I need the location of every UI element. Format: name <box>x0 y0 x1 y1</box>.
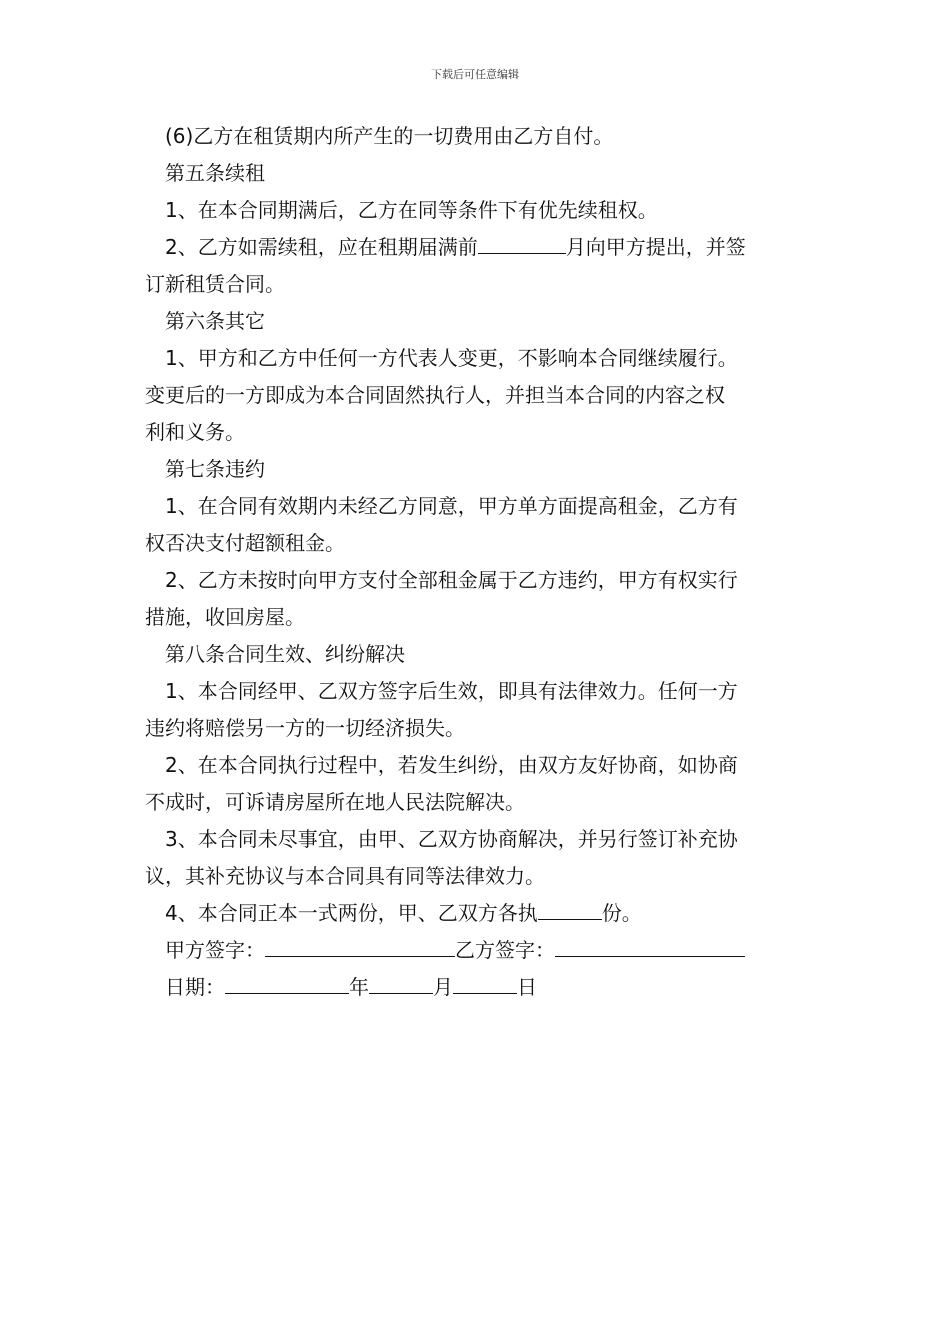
month-label: 月 <box>433 975 453 999</box>
clause-line: 议，其补充协议与本合同具有同等法律效力。 <box>145 864 545 888</box>
clause-line: 3、本合同未尽事宜，由甲、乙双方协商解决，并另行签订补充协 <box>165 827 738 851</box>
signature-line <box>145 932 815 969</box>
clause-line: 不成时，可诉请房屋所在地人民法院解决。 <box>145 790 525 814</box>
clause-line: 利和义务。 <box>145 420 245 444</box>
clause-line: 1、本合同经甲、乙双方签字后生效，即具有法律效力。任何一方 <box>165 679 738 703</box>
party-a-signature-field[interactable] <box>265 932 455 957</box>
clause-line: 1、甲方和乙方中任何一方代表人变更，不影响本合同继续履行。 <box>165 346 738 370</box>
clause-line: 1、在本合同期满后，乙方在同等条件下有优先续租权。 <box>165 198 658 222</box>
page-header: 下载后可任意编辑 <box>431 68 519 81</box>
year-label: 年 <box>349 975 369 999</box>
months-blank-field[interactable] <box>478 229 566 254</box>
clause-line <box>145 229 815 266</box>
date-month-field[interactable] <box>369 969 433 994</box>
party-a-signature-label: 甲方签字： <box>165 938 265 962</box>
clause-line: 1、在合同有效期内未经乙方同意，甲方单方面提高租金，乙方有 <box>165 494 738 518</box>
clause-text: 月向甲方提出，并签 <box>565 235 746 259</box>
party-b-signature-field[interactable] <box>555 932 745 957</box>
clause-text: 份。 <box>601 901 642 925</box>
clause-line: (6)乙方在租赁期内所产生的一切费用由乙方自付。 <box>165 124 614 148</box>
clause-line: 变更后的一方即成为本合同固然执行人，并担当本合同的内容之权 <box>145 383 725 407</box>
party-b-signature-label: 乙方签字： <box>455 938 555 962</box>
date-line <box>145 969 815 1006</box>
contract-body <box>145 118 815 1006</box>
clause-line: 2、在本合同执行过程中，若发生纠纷，由双方友好协商，如协商 <box>165 753 738 777</box>
date-day-field[interactable] <box>453 969 517 994</box>
date-label: 日期： <box>165 975 225 999</box>
clause-line: 2、乙方未按时向甲方支付全部租金属于乙方违约，甲方有权实行 <box>165 568 738 592</box>
clause-line: 权否决支付超额租金。 <box>145 531 345 555</box>
article-heading: 第八条合同生效、纠纷解决 <box>165 642 405 666</box>
clause-line: 违约将赔偿另一方的一切经济损失。 <box>145 716 465 740</box>
copies-blank-field[interactable] <box>538 895 602 920</box>
clause-line <box>145 895 815 932</box>
day-label: 日 <box>517 975 537 999</box>
article-heading: 第五条续租 <box>165 161 265 185</box>
clause-text: 2、乙方如需续租，应在租期届满前 <box>165 235 478 259</box>
clause-text: 4、本合同正本一式两份，甲、乙双方各执 <box>165 901 538 925</box>
article-heading: 第六条其它 <box>165 309 265 333</box>
date-year-field[interactable] <box>225 969 349 994</box>
clause-line: 措施，收回房屋。 <box>145 605 305 629</box>
article-heading: 第七条违约 <box>165 457 265 481</box>
clause-line: 订新租赁合同。 <box>145 272 285 296</box>
